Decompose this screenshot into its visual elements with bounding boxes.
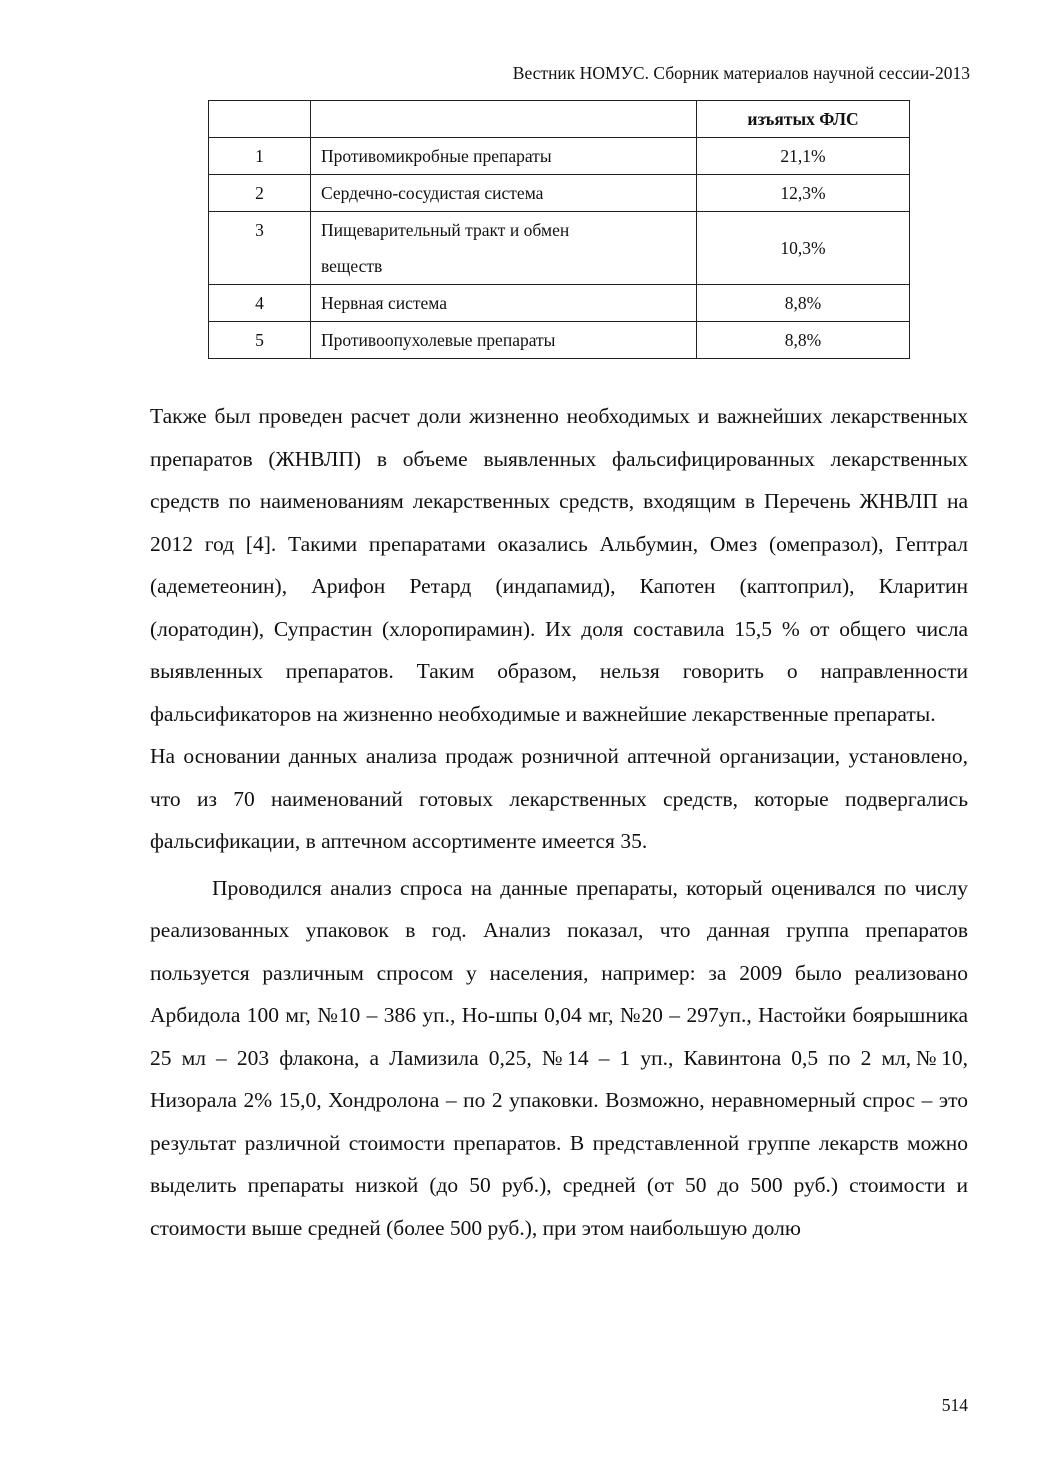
table-header-row bbox=[209, 101, 910, 138]
row-number: 5 bbox=[209, 322, 311, 359]
group-name bbox=[311, 212, 697, 285]
table-row bbox=[209, 212, 910, 285]
paragraph: На основании данных анализа продаж розничной аптечной организации, установлено, что из 70 наименований готовых лекарственных средств, которые подвергались фальсификации, в аптечном ассортименте имеется 35. bbox=[150, 744, 968, 853]
row-number: 1 bbox=[209, 138, 311, 175]
page-number: 514 bbox=[941, 1395, 968, 1415]
drug-groups-table bbox=[208, 100, 910, 359]
share-value: 8,8% bbox=[697, 285, 910, 322]
group-name: Противомикробные препараты bbox=[311, 138, 697, 175]
share-value: 12,3% bbox=[697, 175, 910, 212]
row-number: 3 bbox=[209, 212, 311, 285]
running-header: Вестник НОМУС. Сборник материалов научной сессии-2013 bbox=[512, 63, 970, 83]
share-value: 21,1% bbox=[697, 138, 910, 175]
group-name: Сердечно-сосудистая система bbox=[311, 175, 697, 212]
paragraph: Также был проведен расчет доли жизненно необходимых и важнейших лекарственных препаратов (ЖНВЛП) в объеме выявленных фальсифицированных лекарственных средств по наименованиям лекарственных средств, входящим в Перечень ЖНВЛП на 2012 год [4]. Такими препаратами оказались Альбумин, Омез (омепразол), Гептрал (адеметеонин), Арифон Ретард (индапамид), Капотен (каптоприл), Кларитин (лоратодин), Супрастин (хлоропирамин). Их доля составила 15,5 % от общего числа выявленных препаратов. Таким образом, нельзя говорить о направленности фальсификаторов на жизненно необходимые и важнейшие лекарственные препараты. bbox=[150, 404, 968, 726]
group-name-line: веществ bbox=[321, 256, 383, 276]
share-value: 8,8% bbox=[697, 322, 910, 359]
group-name: Нервная система bbox=[311, 285, 697, 322]
table-row bbox=[209, 138, 910, 175]
group-name-line: Пищеварительный тракт и обмен bbox=[321, 220, 570, 240]
row-number: 2 bbox=[209, 175, 311, 212]
table-header-cell: изъятых ФЛС bbox=[697, 101, 910, 138]
table-header-cell bbox=[209, 101, 311, 138]
table-row bbox=[209, 175, 910, 212]
table-row bbox=[209, 322, 910, 359]
paragraph: Проводился анализ спроса на данные препараты, который оценивался по числу реализованных упаковок в год. Анализ показал, что данная группа препаратов пользуется различным спросом у населения, например: за 2009 было реализовано Арбидола 100 мг, №10 – 386 уп., Но-шпы 0,04 мг, №20 – 297уп., Настойки боярышника 25 мл – 203 флакона, а Ламизила 0,25, №14 – 1 уп., Кавинтона 0,5 по 2 мл,№10, Низорала 2% 15,0, Хондролона – по 2 упаковки. Возможно, неравномерный спрос – это результат различной стоимости препаратов. В представленной группе лекарств можно выделить препараты низкой (до 50 руб.), средней (от 50 до 500 руб.) стоимости и стоимости выше средней (более 500 руб.), при этом наибольшую долю bbox=[150, 875, 968, 1240]
row-number: 4 bbox=[209, 285, 311, 322]
table-header-cell bbox=[311, 101, 697, 138]
body-text bbox=[150, 395, 968, 1249]
share-value: 10,3% bbox=[697, 212, 910, 285]
group-name: Противоопухолевые препараты bbox=[311, 322, 697, 359]
table-row bbox=[209, 285, 910, 322]
